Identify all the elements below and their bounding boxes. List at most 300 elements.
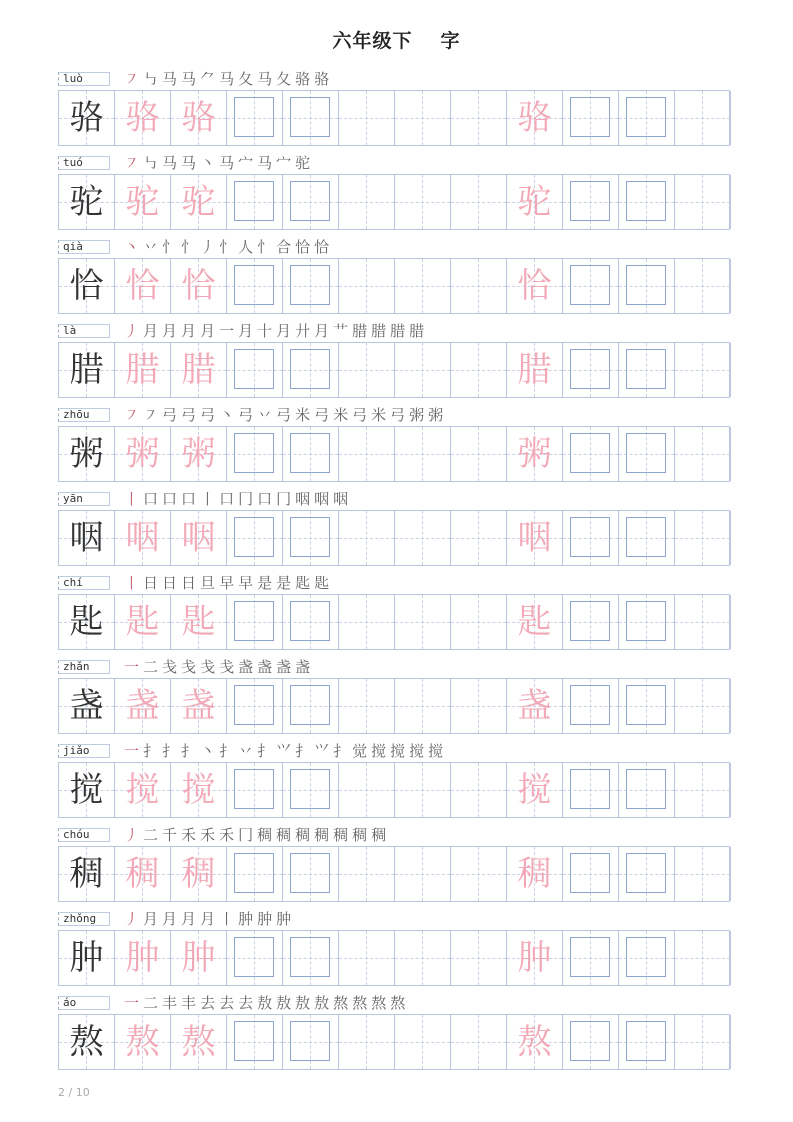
trace-character: 熬 xyxy=(181,1022,216,1062)
trace-character-cell xyxy=(171,847,227,901)
pinyin-label: chí xyxy=(58,576,110,590)
practice-box[interactable] xyxy=(234,853,274,893)
practice-box[interactable] xyxy=(290,97,330,137)
practice-box-cell[interactable] xyxy=(563,427,619,481)
empty-grid-cell xyxy=(675,595,731,649)
empty-grid-cell xyxy=(451,511,507,565)
practice-box[interactable] xyxy=(570,97,610,137)
empty-grid-cell xyxy=(675,427,731,481)
practice-box-cell[interactable] xyxy=(619,427,675,481)
practice-box[interactable] xyxy=(626,433,666,473)
stroke-step: 丰 xyxy=(162,994,182,1012)
empty-grid-cell xyxy=(451,175,507,229)
practice-box-cell[interactable] xyxy=(283,427,339,481)
practice-box[interactable] xyxy=(570,937,610,977)
stroke-step: 咽 xyxy=(314,490,334,508)
stroke-step: 熬 xyxy=(352,994,372,1012)
practice-box-cell[interactable] xyxy=(563,511,619,565)
practice-box[interactable] xyxy=(570,349,610,389)
practice-box[interactable] xyxy=(290,181,330,221)
stroke-step: 咽 xyxy=(333,490,353,508)
practice-box-cell[interactable] xyxy=(563,91,619,145)
stroke-order xyxy=(124,657,314,677)
practice-box-cell[interactable] xyxy=(227,511,283,565)
practice-box-cell[interactable] xyxy=(227,343,283,397)
trace-character-cell xyxy=(171,1015,227,1069)
practice-box[interactable] xyxy=(290,769,330,809)
trace-character: 粥 xyxy=(181,434,216,474)
trace-character-cell xyxy=(115,259,171,313)
stroke-step: ㇇ xyxy=(124,154,144,172)
empty-grid-cell xyxy=(339,259,395,313)
stroke-step: 口 xyxy=(143,490,163,508)
practice-box[interactable] xyxy=(626,937,666,977)
writing-grid xyxy=(58,174,730,230)
trace-character: 咽 xyxy=(125,518,160,558)
pinyin-label: tuó xyxy=(58,156,110,170)
pinyin-label: là xyxy=(58,324,110,338)
stroke-step: 月 xyxy=(162,910,182,928)
stroke-step: 戋 xyxy=(162,658,182,676)
practice-box-cell[interactable] xyxy=(283,259,339,313)
practice-box[interactable] xyxy=(234,1021,274,1061)
practice-box-cell[interactable] xyxy=(563,847,619,901)
practice-box-cell[interactable] xyxy=(619,91,675,145)
model-character: 稠 xyxy=(69,854,104,894)
stroke-step: 弓米弓 xyxy=(352,406,410,424)
practice-box-cell[interactable] xyxy=(283,343,339,397)
stroke-step: 匙 xyxy=(314,574,334,592)
practice-box-cell[interactable] xyxy=(283,595,339,649)
practice-box-cell[interactable] xyxy=(227,847,283,901)
model-character-cell xyxy=(59,343,115,397)
practice-box[interactable] xyxy=(570,1021,610,1061)
stroke-step: 禾 xyxy=(181,826,201,844)
practice-box[interactable] xyxy=(570,181,610,221)
stroke-step: 是 xyxy=(276,574,296,592)
stroke-step: 月 xyxy=(143,322,163,340)
trace-character-cell xyxy=(115,847,171,901)
practice-box-cell[interactable] xyxy=(563,931,619,985)
writing-grid xyxy=(58,510,730,566)
empty-grid-cell xyxy=(339,1015,395,1069)
stroke-step: 月 xyxy=(162,322,182,340)
practice-box-cell[interactable] xyxy=(227,931,283,985)
trace-character-cell xyxy=(115,343,171,397)
stroke-order xyxy=(124,993,409,1013)
practice-box-cell[interactable] xyxy=(283,175,339,229)
stroke-step: 一 xyxy=(124,742,144,760)
stroke-step: 腊 xyxy=(352,322,372,340)
pinyin-label: zhōu xyxy=(58,408,110,422)
stroke-step: 弓 xyxy=(162,406,182,424)
practice-box-cell[interactable] xyxy=(619,763,675,817)
practice-box[interactable] xyxy=(234,685,274,725)
stroke-order xyxy=(124,909,295,929)
empty-grid-cell xyxy=(451,427,507,481)
practice-box-cell[interactable] xyxy=(563,175,619,229)
trace-character-cell xyxy=(171,175,227,229)
trace-character-cell xyxy=(171,427,227,481)
empty-grid-cell xyxy=(675,763,731,817)
stroke-step: 是 xyxy=(257,574,277,592)
stroke-step: ㇇ xyxy=(124,70,144,88)
empty-grid-cell xyxy=(451,343,507,397)
stroke-step: 禾 xyxy=(200,826,220,844)
stroke-step: 日 xyxy=(162,574,182,592)
practice-box-cell[interactable] xyxy=(563,679,619,733)
stroke-step: 腊 xyxy=(371,322,391,340)
empty-grid-cell xyxy=(675,679,731,733)
stroke-step: ㇉ xyxy=(143,70,163,88)
stroke-step: 早 xyxy=(219,574,239,592)
writing-grid xyxy=(58,930,730,986)
practice-box[interactable] xyxy=(290,937,330,977)
model-character: 熬 xyxy=(69,1022,104,1062)
practice-box-cell[interactable] xyxy=(283,763,339,817)
practice-box[interactable] xyxy=(570,685,610,725)
writing-grid xyxy=(58,258,730,314)
pinyin-label: jiǎo xyxy=(58,744,110,758)
trace-character-cell xyxy=(507,847,563,901)
trace-character-cell xyxy=(507,1015,563,1069)
model-character-cell xyxy=(59,91,115,145)
practice-box-cell[interactable] xyxy=(283,679,339,733)
trace-character-cell xyxy=(115,427,171,481)
practice-box-cell[interactable] xyxy=(283,91,339,145)
trace-character: 盏 xyxy=(125,686,160,726)
practice-box[interactable] xyxy=(234,433,274,473)
practice-box[interactable] xyxy=(626,349,666,389)
writing-grid xyxy=(58,678,730,734)
stroke-step: 搅 xyxy=(428,742,448,760)
practice-box[interactable] xyxy=(290,517,330,557)
practice-box[interactable] xyxy=(626,601,666,641)
stroke-step: 日 xyxy=(143,574,163,592)
empty-grid-cell xyxy=(339,595,395,649)
practice-box-cell[interactable] xyxy=(563,1015,619,1069)
stroke-step: 丿 xyxy=(124,826,144,844)
practice-box-cell[interactable] xyxy=(227,679,283,733)
stroke-step: 忄人 xyxy=(219,238,258,256)
stroke-step: 肿 xyxy=(257,910,277,928)
stroke-step: 月廾 xyxy=(276,322,315,340)
practice-box-cell[interactable] xyxy=(563,595,619,649)
practice-box-cell[interactable] xyxy=(619,259,675,313)
empty-grid-cell xyxy=(451,847,507,901)
empty-grid-cell xyxy=(395,595,451,649)
empty-grid-cell xyxy=(395,763,451,817)
practice-box[interactable] xyxy=(570,517,610,557)
practice-box-cell[interactable] xyxy=(619,511,675,565)
model-character: 肿 xyxy=(69,938,104,978)
trace-character: 肿 xyxy=(517,938,552,978)
stroke-step: 敖 xyxy=(314,994,334,1012)
empty-grid-cell xyxy=(675,511,731,565)
practice-box[interactable] xyxy=(290,1021,330,1061)
practice-box-cell[interactable] xyxy=(619,175,675,229)
practice-box[interactable] xyxy=(290,433,330,473)
practice-box-cell[interactable] xyxy=(619,1015,675,1069)
trace-character-cell xyxy=(115,595,171,649)
stroke-step: 盏 xyxy=(238,658,258,676)
practice-box[interactable] xyxy=(626,853,666,893)
model-character: 匙 xyxy=(69,602,104,642)
stroke-step: ㇇ xyxy=(124,406,144,424)
practice-box-cell[interactable] xyxy=(619,343,675,397)
writing-grid xyxy=(58,342,730,398)
stroke-order xyxy=(124,69,333,89)
empty-grid-cell xyxy=(339,763,395,817)
practice-box-cell[interactable] xyxy=(283,847,339,901)
trace-character: 腊 xyxy=(181,350,216,390)
stroke-step: 盏 xyxy=(257,658,277,676)
empty-grid-cell xyxy=(339,931,395,985)
empty-grid-cell xyxy=(451,763,507,817)
practice-box[interactable] xyxy=(290,685,330,725)
trace-character: 骆 xyxy=(517,98,552,138)
stroke-step: 口 xyxy=(162,490,182,508)
practice-box[interactable] xyxy=(570,769,610,809)
grade-label: 六年级下 xyxy=(332,30,413,52)
empty-grid-cell xyxy=(675,1015,731,1069)
stroke-step: 肿 xyxy=(238,910,258,928)
stroke-step: 马宀 xyxy=(257,154,296,172)
stroke-step: 咽 xyxy=(295,490,315,508)
practice-box[interactable] xyxy=(626,769,666,809)
practice-box[interactable] xyxy=(570,265,610,305)
practice-box[interactable] xyxy=(290,349,330,389)
stroke-step: 忄 xyxy=(162,238,182,256)
stroke-step: 丨 xyxy=(124,574,144,592)
practice-box[interactable] xyxy=(234,517,274,557)
practice-box[interactable] xyxy=(234,349,274,389)
model-character-cell xyxy=(59,259,115,313)
stroke-step: 二 xyxy=(143,826,163,844)
practice-box[interactable] xyxy=(626,265,666,305)
stroke-step: 月丨 xyxy=(200,910,239,928)
practice-box[interactable] xyxy=(570,853,610,893)
stroke-step: 扌觉 xyxy=(333,742,372,760)
stroke-step: 丷 xyxy=(143,238,163,256)
model-character-cell xyxy=(59,511,115,565)
stroke-step: 忄合 xyxy=(257,238,296,256)
practice-box[interactable] xyxy=(626,181,666,221)
practice-box-cell[interactable] xyxy=(227,763,283,817)
stroke-step: 二 xyxy=(143,658,163,676)
stroke-step: 搅 xyxy=(371,742,391,760)
stroke-step: 敖 xyxy=(276,994,296,1012)
trace-character: 恰 xyxy=(181,266,216,306)
trace-character: 腊 xyxy=(517,350,552,390)
model-character: 恰 xyxy=(69,266,104,306)
practice-box[interactable] xyxy=(234,181,274,221)
stroke-order xyxy=(124,489,352,509)
practice-box-cell[interactable] xyxy=(619,931,675,985)
model-character: 骆 xyxy=(69,98,104,138)
practice-box[interactable] xyxy=(234,265,274,305)
pinyin-label: zhǎn xyxy=(58,660,110,674)
practice-box-cell[interactable] xyxy=(227,427,283,481)
trace-character: 咽 xyxy=(181,518,216,558)
model-character-cell xyxy=(59,427,115,481)
trace-character: 恰 xyxy=(517,266,552,306)
trace-character-cell xyxy=(507,511,563,565)
stroke-step: 扌 xyxy=(143,742,163,760)
practice-box-cell[interactable] xyxy=(227,259,283,313)
stroke-step: 口冂 xyxy=(219,490,258,508)
practice-box[interactable] xyxy=(570,601,610,641)
trace-character: 驼 xyxy=(181,182,216,222)
trace-character-cell xyxy=(171,343,227,397)
empty-grid-cell xyxy=(339,847,395,901)
practice-box[interactable] xyxy=(234,97,274,137)
empty-grid-cell xyxy=(395,847,451,901)
character-label: 字 xyxy=(440,30,461,52)
practice-box-cell[interactable] xyxy=(227,595,283,649)
pinyin-label: qià xyxy=(58,240,110,254)
practice-box-cell[interactable] xyxy=(563,259,619,313)
trace-character: 稠 xyxy=(125,854,160,894)
practice-box-cell[interactable] xyxy=(619,679,675,733)
model-character: 咽 xyxy=(69,518,104,558)
stroke-step: 月 xyxy=(181,322,201,340)
trace-character-cell xyxy=(507,931,563,985)
practice-box-cell[interactable] xyxy=(619,847,675,901)
practice-box[interactable] xyxy=(626,97,666,137)
empty-grid-cell xyxy=(675,847,731,901)
empty-grid-cell xyxy=(451,1015,507,1069)
stroke-step: 稠 xyxy=(314,826,334,844)
practice-box[interactable] xyxy=(234,937,274,977)
empty-grid-cell xyxy=(395,1015,451,1069)
trace-character: 肿 xyxy=(125,938,160,978)
empty-grid-cell xyxy=(339,679,395,733)
practice-box-cell[interactable] xyxy=(227,1015,283,1069)
practice-box[interactable] xyxy=(290,601,330,641)
pinyin-label: áo xyxy=(58,996,110,1010)
model-character: 驼 xyxy=(69,182,104,222)
stroke-step: 腊 xyxy=(390,322,410,340)
practice-box-cell[interactable] xyxy=(563,343,619,397)
trace-character-cell xyxy=(115,91,171,145)
stroke-step: ㇇ xyxy=(143,406,163,424)
empty-grid-cell xyxy=(395,259,451,313)
practice-box-cell[interactable] xyxy=(283,1015,339,1069)
stroke-step: 稠 xyxy=(352,826,372,844)
trace-character-cell xyxy=(115,175,171,229)
stroke-order xyxy=(124,825,390,845)
trace-character: 匙 xyxy=(181,602,216,642)
practice-box[interactable] xyxy=(290,265,330,305)
empty-grid-cell xyxy=(395,91,451,145)
practice-box[interactable] xyxy=(626,1021,666,1061)
empty-grid-cell xyxy=(675,931,731,985)
stroke-step: 弓米 xyxy=(314,406,353,424)
stroke-step: 马夂 xyxy=(257,70,296,88)
stroke-step: 稠 xyxy=(295,826,315,844)
stroke-order xyxy=(124,321,428,341)
trace-character-cell xyxy=(115,511,171,565)
practice-box[interactable] xyxy=(234,601,274,641)
trace-character: 稠 xyxy=(181,854,216,894)
trace-character: 粥 xyxy=(125,434,160,474)
stroke-step: 搅 xyxy=(390,742,410,760)
practice-box-cell[interactable] xyxy=(563,763,619,817)
practice-box-cell[interactable] xyxy=(227,175,283,229)
stroke-order xyxy=(124,573,333,593)
stroke-step: 盏 xyxy=(276,658,296,676)
empty-grid-cell xyxy=(395,679,451,733)
practice-box-cell[interactable] xyxy=(227,91,283,145)
stroke-step: 月 xyxy=(143,910,163,928)
stroke-step: 熬 xyxy=(333,994,353,1012)
trace-character-cell xyxy=(171,595,227,649)
stroke-step: 盏 xyxy=(295,658,315,676)
empty-grid-cell xyxy=(451,679,507,733)
trace-character-cell xyxy=(115,1015,171,1069)
trace-character-cell xyxy=(171,511,227,565)
practice-box[interactable] xyxy=(626,517,666,557)
empty-grid-cell xyxy=(395,427,451,481)
empty-grid-cell xyxy=(339,175,395,229)
stroke-step: 粥 xyxy=(409,406,429,424)
trace-character-cell xyxy=(507,427,563,481)
practice-box[interactable] xyxy=(626,685,666,725)
stroke-step: 马丶 xyxy=(181,154,220,172)
stroke-step: 口冂 xyxy=(257,490,296,508)
stroke-step: 月艹 xyxy=(314,322,353,340)
trace-character: 搅 xyxy=(125,770,160,810)
stroke-step: 马 xyxy=(162,70,182,88)
empty-grid-cell xyxy=(395,931,451,985)
trace-character-cell xyxy=(115,679,171,733)
writing-grid xyxy=(58,762,730,818)
stroke-step: 一 xyxy=(124,658,144,676)
empty-grid-cell xyxy=(451,91,507,145)
stroke-step: 稠 xyxy=(333,826,353,844)
empty-grid-cell xyxy=(339,511,395,565)
stroke-order xyxy=(124,741,447,761)
empty-grid-cell xyxy=(675,343,731,397)
stroke-step: 稠 xyxy=(371,826,391,844)
stroke-step: 扌 xyxy=(162,742,182,760)
trace-character-cell xyxy=(171,91,227,145)
stroke-step: 骆 xyxy=(314,70,334,88)
model-character: 腊 xyxy=(69,350,104,390)
trace-character-cell xyxy=(171,931,227,985)
trace-character: 驼 xyxy=(125,182,160,222)
model-character-cell xyxy=(59,679,115,733)
stroke-step: 弓丷 xyxy=(238,406,277,424)
practice-box-cell[interactable] xyxy=(619,595,675,649)
empty-grid-cell xyxy=(675,259,731,313)
trace-character: 咽 xyxy=(517,518,552,558)
stroke-step: 去 xyxy=(238,994,258,1012)
practice-box[interactable] xyxy=(570,433,610,473)
practice-box[interactable] xyxy=(290,853,330,893)
model-character-cell xyxy=(59,763,115,817)
practice-box-cell[interactable] xyxy=(283,931,339,985)
stroke-order xyxy=(124,405,447,425)
trace-character: 盏 xyxy=(181,686,216,726)
stroke-step: 丰 xyxy=(181,994,201,1012)
stroke-step: 马⺈ xyxy=(181,70,220,88)
writing-grid xyxy=(58,90,730,146)
practice-box-cell[interactable] xyxy=(283,511,339,565)
empty-grid-cell xyxy=(395,511,451,565)
practice-box[interactable] xyxy=(234,769,274,809)
